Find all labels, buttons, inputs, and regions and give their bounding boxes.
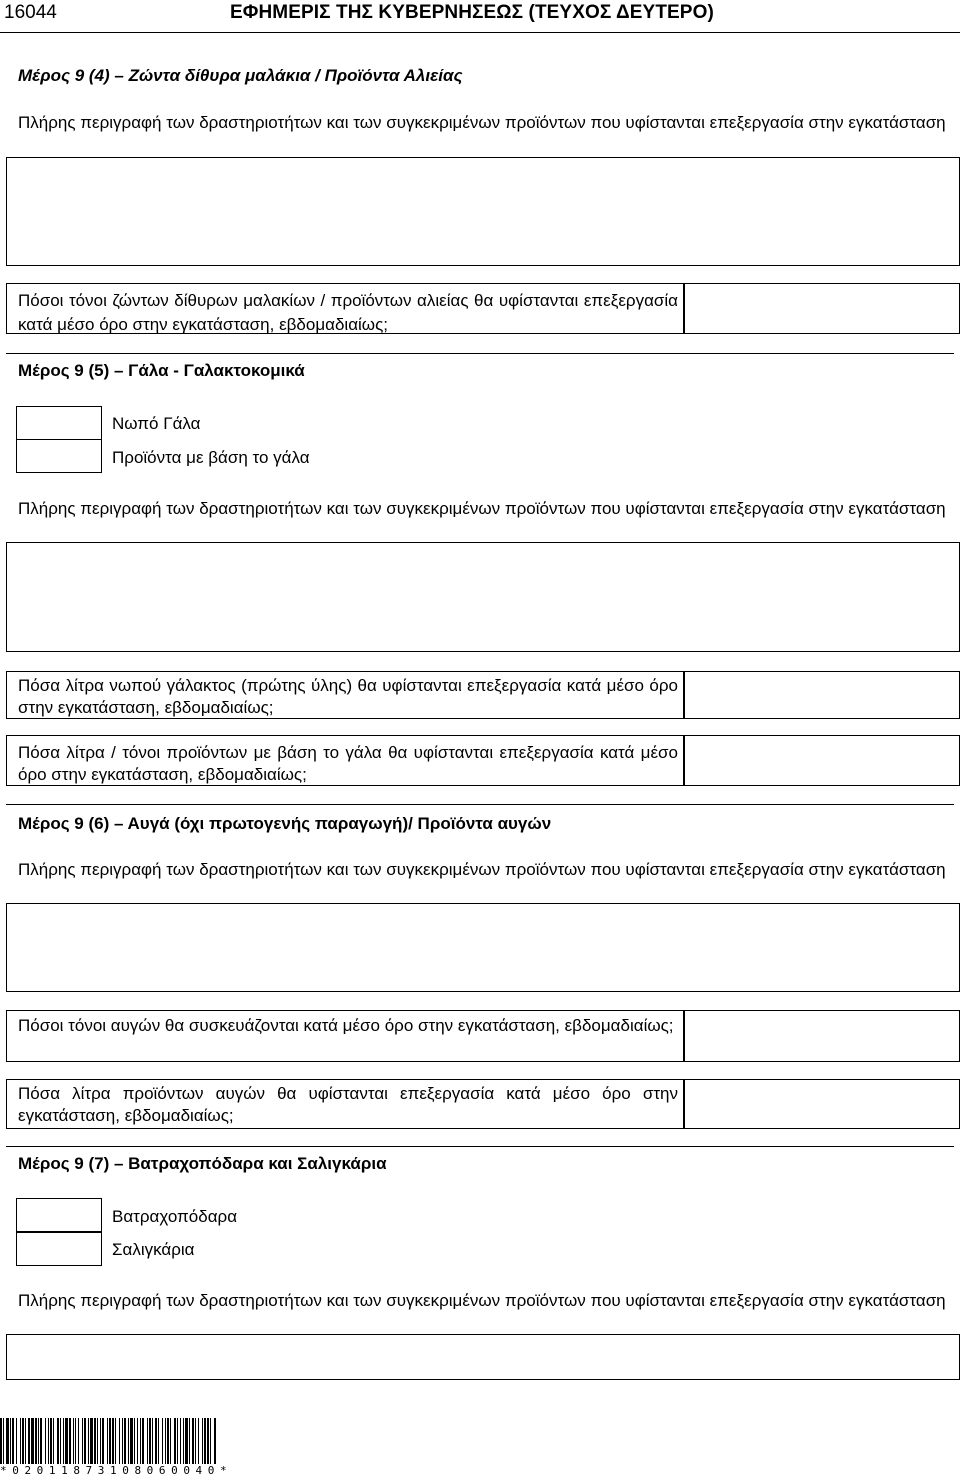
barcode-bar [109, 1418, 111, 1464]
barcode-bar [180, 1418, 181, 1464]
barcode-bar [140, 1418, 141, 1464]
barcode-bar [28, 1418, 30, 1464]
barcode-bar [115, 1418, 116, 1464]
barcode-bar [20, 1418, 21, 1464]
section-title-9-7: Μέρος 9 (7) – Βατραχοπόδαρα και Σαλιγκάρια [18, 1154, 387, 1173]
barcode-bar [0, 1418, 2, 1464]
barcode-bar [189, 1418, 190, 1464]
option-label-snails: Σαλιγκάρια [112, 1240, 195, 1259]
barcode-bar [45, 1418, 46, 1464]
barcode-bar [78, 1418, 79, 1464]
barcode-bar [162, 1418, 163, 1464]
page-number: 16044 [4, 2, 57, 23]
barcode-bar [25, 1418, 26, 1464]
question-frame-9-5-2 [6, 735, 684, 786]
barcode-bar [102, 1418, 104, 1464]
option-label-milk-products: Προϊόντα με βάση το γάλα [112, 448, 310, 467]
barcode-bar [170, 1418, 171, 1464]
barcode-bar [90, 1418, 93, 1464]
barcode-bar [195, 1418, 196, 1464]
barcode-bar [35, 1418, 37, 1464]
description-box-9-7[interactable] [6, 1334, 960, 1380]
barcode-bar [167, 1418, 169, 1464]
answer-box-9-6-1[interactable] [684, 1010, 960, 1062]
section-divider [6, 1146, 954, 1147]
barcode-bar [155, 1418, 157, 1464]
barcode-bar [149, 1418, 151, 1464]
barcode-bar [130, 1418, 133, 1464]
barcode-bar [165, 1418, 166, 1464]
barcode-bar [84, 1418, 86, 1464]
barcode-bar [3, 1418, 4, 1464]
barcode-bar [40, 1418, 42, 1464]
barcode-bar [63, 1418, 64, 1464]
barcode-bar [22, 1418, 24, 1464]
barcode-bar [204, 1418, 206, 1464]
description-label-9-4: Πλήρης περιγραφή των δραστηριοτήτων και των συγκεκριμένων προϊόντων που υφίστανται επεξεργασία στην εγκατάσταση [18, 113, 946, 132]
barcode-bar [10, 1418, 11, 1464]
checkbox-frog-legs[interactable] [16, 1198, 102, 1232]
barcode-bar [75, 1418, 76, 1464]
barcode-bar [192, 1418, 194, 1464]
barcode-bar [207, 1418, 209, 1464]
description-box-9-5[interactable] [6, 542, 960, 652]
section-title-9-5: Μέρος 9 (5) – Γάλα - Γαλακτοκομικά [18, 361, 305, 380]
header-rule [0, 32, 960, 33]
barcode [0, 1418, 298, 1468]
barcode-bar [48, 1418, 49, 1464]
answer-box-9-6-2[interactable] [684, 1079, 960, 1129]
barcode-bar [82, 1418, 83, 1464]
barcode-bar [147, 1418, 148, 1464]
description-label-9-5: Πλήρης περιγραφή των δραστηριοτήτων και των συγκεκριμένων προϊόντων που υφίστανται επεξεργασία στην εγκατάσταση [18, 499, 946, 518]
barcode-digits: *02011873108060040* [0, 1464, 233, 1477]
barcode-bar [16, 1418, 17, 1464]
section-title-9-6: Μέρος 9 (6) – Αυγά (όχι πρωτογενής παραγωγή)/ Προϊόντα αυγών [18, 814, 552, 833]
barcode-bar [65, 1418, 68, 1464]
checkbox-fresh-milk[interactable] [16, 406, 102, 440]
barcode-bar [88, 1418, 89, 1464]
barcode-bar [112, 1418, 114, 1464]
question-9-4: Πόσοι τόνοι ζώντων δίθυρων μαλακίων / προϊόντων αλιείας θα υφίστανται επεξεργασία κατά μέσο όρο στην εγκατάσταση, εβδομαδιαίως; [18, 291, 678, 334]
barcode-bar [128, 1418, 129, 1464]
question-frame-9-4 [6, 283, 684, 334]
description-label-9-7: Πλήρης περιγραφή των δραστηριοτήτων και των συγκεκριμένων προϊόντων που υφίστανται επεξεργασία στην εγκατάσταση [18, 1291, 946, 1310]
barcode-bar [50, 1418, 52, 1464]
option-label-fresh-milk: Νωπό Γάλα [112, 414, 201, 433]
barcode-bar [198, 1418, 199, 1464]
barcode-bar [38, 1418, 39, 1464]
barcode-bar [107, 1418, 108, 1464]
barcode-bar [210, 1418, 211, 1464]
question-9-6-1: Πόσοι τόνοι αυγών θα συσκευάζονται κατά μέσο όρο στην εγκατάσταση, εβδομαδιαίως; [18, 1016, 674, 1035]
question-9-6-2: Πόσα λίτρα προϊόντων αυγών θα υφίστανται επεξεργασία κατά μέσο όρο στην εγκατάσταση, εβδομαδιαίως; [18, 1084, 678, 1125]
description-box-9-6[interactable] [6, 903, 960, 992]
answer-box-9-5-2[interactable] [684, 735, 960, 786]
question-frame-9-6-1 [6, 1010, 684, 1062]
question-frame-9-6-2 [6, 1079, 684, 1129]
option-label-frog-legs: Βατραχοπόδαρα [112, 1207, 238, 1226]
description-label-9-6: Πλήρης περιγραφή των δραστηριοτήτων και των συγκεκριμένων προϊόντων που υφίστανται επεξεργασία στην εγκατάσταση [18, 860, 946, 879]
barcode-bar [202, 1418, 203, 1464]
answer-box-9-4[interactable] [684, 283, 960, 334]
barcode-bar [97, 1418, 98, 1464]
barcode-bar [124, 1418, 126, 1464]
barcode-bar [122, 1418, 123, 1464]
barcode-bar [60, 1418, 61, 1464]
barcode-bar [142, 1418, 144, 1464]
barcode-bar [31, 1418, 34, 1464]
barcode-bar [119, 1418, 120, 1464]
barcode-bar [57, 1418, 59, 1464]
question-9-5-2: Πόσα λίτρα / τόνοι προϊόντων με βάση το γάλα θα υφίστανται επεξεργασία κατά μέσο όρο στην εγκατάσταση, εβδομαδιαίως; [18, 743, 678, 784]
barcode-bar [152, 1418, 153, 1464]
barcode-bar [69, 1418, 71, 1464]
question-frame-9-5-1 [6, 671, 684, 719]
barcode-bar [94, 1418, 96, 1464]
barcode-bar [158, 1418, 159, 1464]
barcode-bar [100, 1418, 101, 1464]
answer-box-9-5-1[interactable] [684, 671, 960, 719]
barcode-bar [12, 1418, 14, 1464]
description-box-9-4[interactable] [6, 157, 960, 266]
barcode-bar [214, 1418, 216, 1464]
barcode-bar [137, 1418, 138, 1464]
gazette-title: ΕΦΗΜΕΡΙΣ ΤΗΣ ΚΥΒΕΡΝΗΣΕΩΣ (ΤΕΥΧΟΣ ΔΕΥΤΕΡΟ) [230, 2, 714, 23]
barcode-bar [177, 1418, 178, 1464]
section-title-9-4: Μέρος 9 (4) – Ζώντα δίθυρα μαλάκια / Προϊόντα Αλιείας [18, 66, 463, 85]
barcode-bar [174, 1418, 176, 1464]
question-9-5-1: Πόσα λίτρα νωπού γάλακτος (πρώτης ύλης) θα υφίστανται επεξεργασία κατά μέσο όρο στην εγκατάσταση, εβδομαδιαίως; [18, 676, 678, 717]
barcode-bar [185, 1418, 188, 1464]
barcode-bar [73, 1418, 74, 1464]
checkbox-milk-products[interactable] [16, 439, 102, 473]
page-header [0, 0, 960, 26]
section-divider [6, 353, 954, 354]
checkbox-snails[interactable] [16, 1232, 102, 1266]
barcode-bar [53, 1418, 54, 1464]
section-divider [6, 804, 954, 805]
barcode-bar [134, 1418, 135, 1464]
barcode-bar [183, 1418, 184, 1464]
barcode-bar [6, 1418, 9, 1464]
